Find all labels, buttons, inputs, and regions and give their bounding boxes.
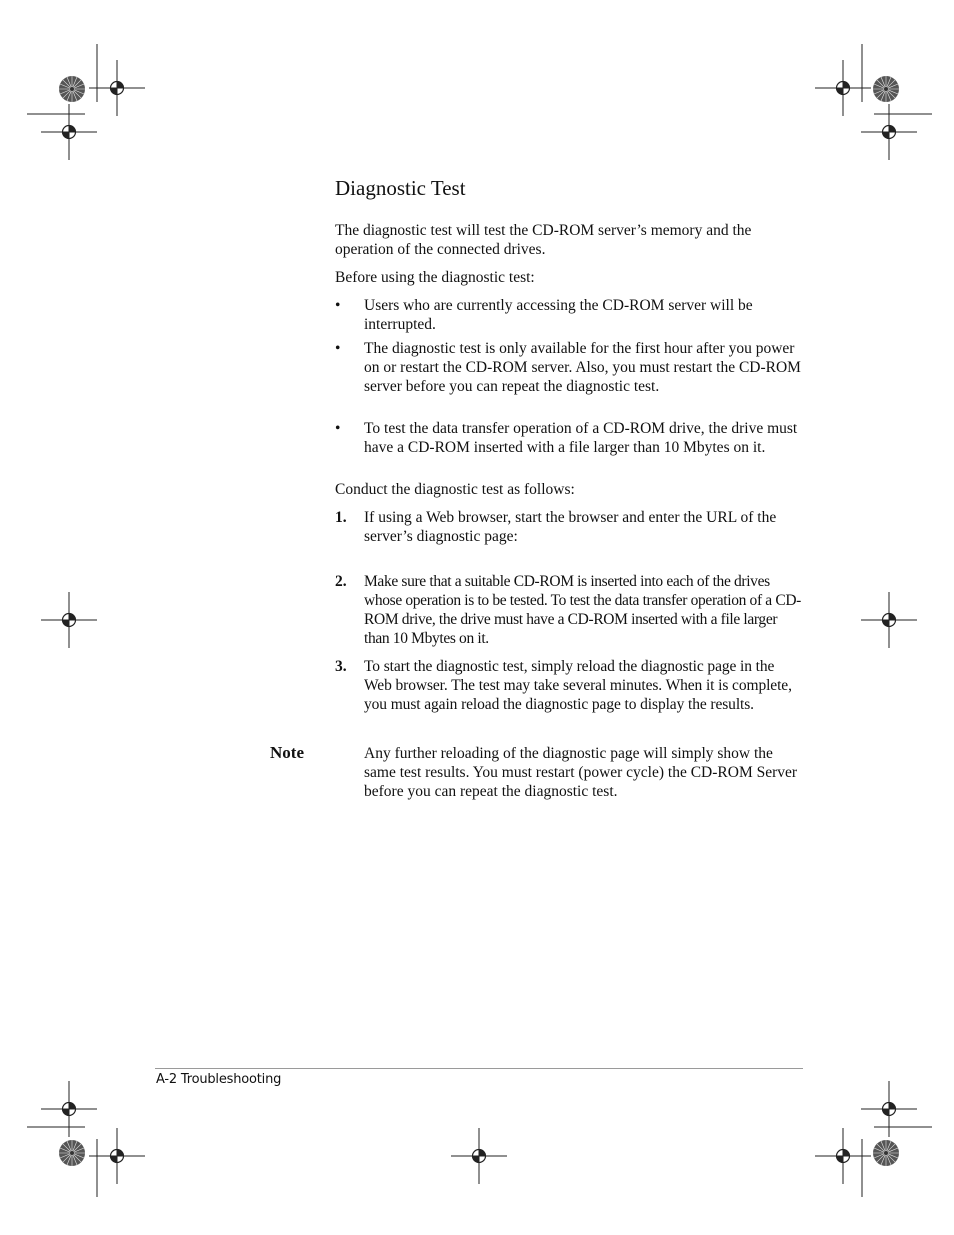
intro-paragraph: The diagnostic test will test the CD-ROM server’s memory and the operation of the connected drives. <box>335 222 752 258</box>
bullet-item <box>335 296 805 334</box>
bullet-text: The diagnostic test is only available for the first hour after you power on or restart the CD-ROM server. Also, you must restart the CD-ROM server before you can repeat the diagnostic test. <box>364 340 801 395</box>
registration-crosshair-top-right-a <box>815 60 871 116</box>
step-number: 3. <box>335 658 347 675</box>
registration-crosshair-mid-left <box>41 592 97 648</box>
footer-divider <box>155 1068 803 1069</box>
registration-crosshair-bottom-left-a <box>41 1081 97 1137</box>
step-text: If using a Web browser, start the browser and enter the URL of the server’s diagnostic page: <box>364 509 777 545</box>
bullet-text: Users who are currently accessing the CD-ROM server will be interrupted. <box>364 297 753 333</box>
registration-crosshair-bottom-center <box>451 1128 507 1184</box>
step-item <box>335 572 805 648</box>
step-text: To start the diagnostic test, simply reload the diagnostic page in the Web browser. The test may take several minutes. When it is complete, you must again reload the diagnostic page to display the results. <box>364 658 792 713</box>
step-item <box>335 657 805 714</box>
registration-crosshair-top-right-b <box>861 104 917 160</box>
section-heading: Diagnostic Test <box>335 176 466 200</box>
step-number: 2. <box>335 573 347 590</box>
star-target-top-right <box>873 76 899 102</box>
bullet-item <box>335 339 805 396</box>
star-target-bottom-right <box>873 1140 899 1166</box>
bullet-marker: • <box>335 340 341 357</box>
before-using-label: Before using the diagnostic test: <box>335 269 535 286</box>
registration-crosshair-bottom-right-a <box>815 1128 871 1184</box>
star-target-bottom-left <box>59 1140 85 1166</box>
bullet-marker: • <box>335 297 341 314</box>
conduct-label: Conduct the diagnostic test as follows: <box>335 481 575 498</box>
note-text: Any further reloading of the diagnostic page will simply show the same test results. You must restart (power cycle) the CD-ROM Server before you can repeat the diagnostic test. <box>364 745 798 800</box>
note-label: Note <box>270 743 304 762</box>
step-item <box>335 508 805 546</box>
page-footer: A-2 Troubleshooting <box>156 1072 282 1087</box>
step-text: Make sure that a suitable CD-ROM is inserted into each of the drives whose operation is to be tested. To test the data transfer operation of a CD-ROM drive, the drive must have a CD-ROM inserted with a file larger than 10 Mbytes on it. <box>364 573 801 647</box>
bullet-text: To test the data transfer operation of a CD-ROM drive, the drive must have a CD-ROM inserted with a file larger than 10 Mbytes on it. <box>364 420 798 456</box>
step-number: 1. <box>335 509 347 526</box>
star-target-top-left <box>59 76 85 102</box>
registration-crosshair-bottom-right-b <box>861 1081 917 1137</box>
bullet-item <box>335 419 805 457</box>
registration-crosshair-mid-right <box>861 592 917 648</box>
registration-crosshair-top-left-b <box>41 104 97 160</box>
bullet-marker: • <box>335 420 341 437</box>
